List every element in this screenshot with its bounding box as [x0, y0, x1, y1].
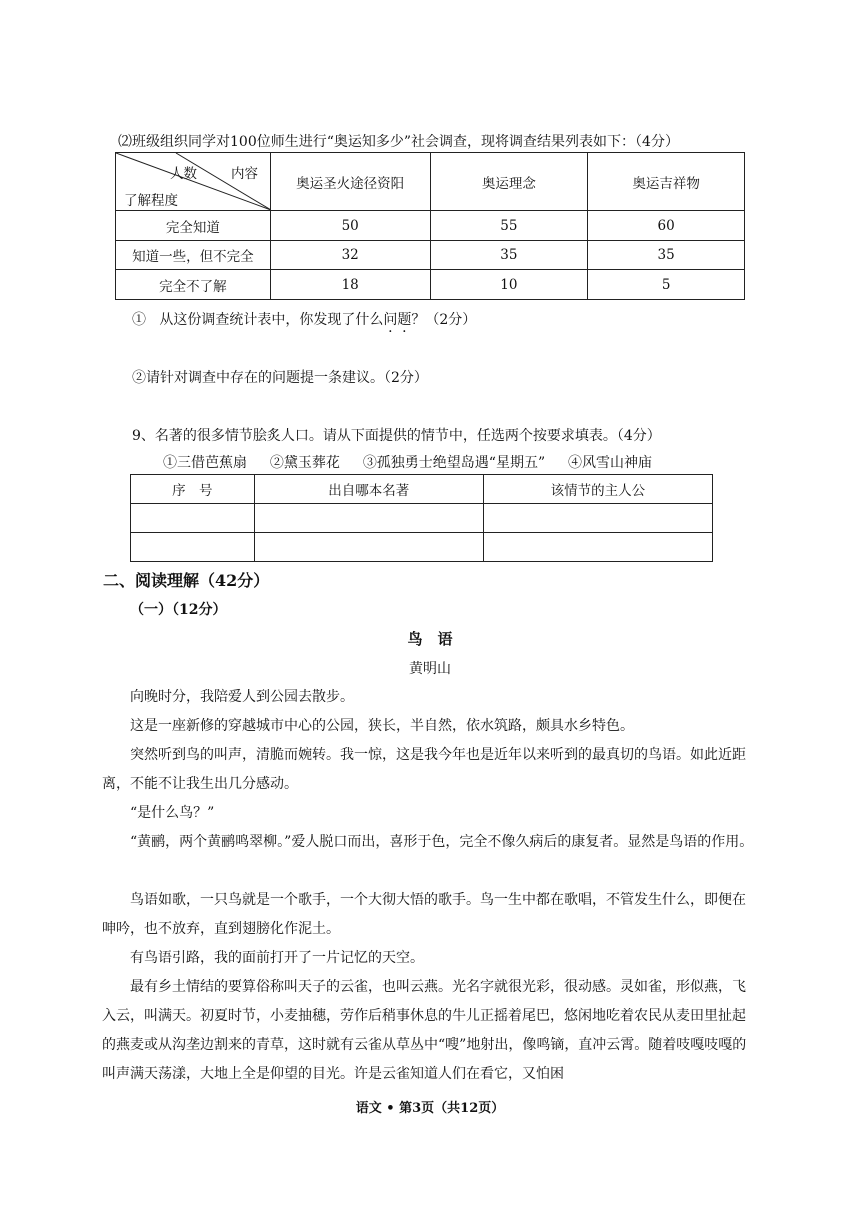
reading-table — [130, 474, 713, 562]
row-label: 完全不了解 — [116, 270, 271, 300]
option-item: ①三借芭蕉扇 — [163, 455, 247, 471]
option-item: ③孤独勇士绝望岛遇“星期五” — [362, 455, 546, 471]
answer-cell[interactable] — [131, 504, 255, 533]
row-label: 知道一些，但不完全 — [116, 241, 271, 270]
table-row — [116, 241, 745, 270]
option-item: ④风雪山神庙 — [568, 455, 653, 471]
table-cell: 10 — [430, 270, 588, 300]
sub1-number: ① — [132, 312, 146, 328]
sub1-text-b: ？（2分） — [411, 312, 477, 328]
emphasis-char: 题 — [397, 312, 412, 328]
table-cell: 35 — [588, 241, 745, 270]
section-title: 二、阅读理解（42分） — [103, 571, 270, 590]
table-cell: 50 — [270, 211, 430, 241]
q8-2-sub2: ②请针对调查中存在的问题提一条建议。（2分） — [132, 370, 428, 386]
q9-prompt: 9、名著的很多情节脍炙人口。请从下面提供的情节中，任选两个按要求填表。（4分） — [132, 428, 661, 444]
answer-cell[interactable] — [254, 533, 483, 562]
column-header: 序 号 — [131, 475, 255, 504]
column-header: 奥运圣火途径资阳 — [270, 153, 430, 211]
article-paragraph: 有鸟语引路，我的面前打开了一片记忆的天空。 — [130, 950, 424, 966]
page-footer: 语文 • 第3页（共12页） — [355, 1101, 505, 1116]
column-header: 奥运吉祥物 — [588, 153, 745, 211]
header-content: 内容 — [231, 166, 258, 182]
article-paragraph: 突然听到鸟的叫声，清脆而婉转。我一惊，这是我今年也是近年以来听到的最真切的鸟语。如此近距离，不能不让我生出几分感动。 — [102, 747, 746, 792]
table-cell: 32 — [270, 241, 430, 270]
table-row — [131, 533, 713, 562]
q9-options — [163, 452, 652, 472]
survey-table — [115, 152, 745, 300]
article-paragraph: 最有乡土情结的要算俗称叫天子的云雀，也叫云燕。光名字就很光彩，很动感。灵如雀，形似燕，飞入云，叫满天。初夏时节，小麦抽穗，劳作后稍事休息的牛儿正摇着尾巴，悠闲地吃着农民从麦田里扯起的燕麦或从沟垄边割来的青草，这时就有云雀从草丛中“嗖”地射出，像鸣镝，直冲云霄。随着吱嘎吱嘎的叫声满天荡漾，大地上全是仰望的目光。许是云雀知道人们在看它，又怕困 — [102, 979, 747, 1082]
answer-cell[interactable] — [131, 533, 255, 562]
column-header: 出自哪本名著 — [254, 475, 483, 504]
column-header: 奥运理念 — [430, 153, 588, 211]
column-header: 该情节的主人公 — [483, 475, 712, 504]
part-title: （一）（12分） — [130, 602, 227, 618]
table-cell: 18 — [270, 270, 430, 300]
article-title: 鸟 语 — [407, 630, 453, 648]
q8-2-prompt: ⑵班级组织同学对100位师生进行“奥运知多少”社会调查，现将调查结果列表如下：（4分） — [118, 134, 679, 150]
article-paragraph: 鸟语如歌，一只鸟就是一个歌手，一个大彻大悟的歌手。鸟一生中都在歌唱，不管发生什么，即便在呻吟，也不放弃，直到翅膀化作泥土。 — [102, 892, 746, 937]
answer-cell[interactable] — [483, 504, 712, 533]
table-row — [116, 211, 745, 241]
article-paragraph: “是什么鸟？” — [130, 805, 215, 821]
table-cell: 5 — [588, 270, 745, 300]
table-cell: 35 — [430, 241, 588, 270]
article-paragraph: 这是一座新修的穿越城市中心的公园，狭长，半自然，依水筑路，颇具水乡特色。 — [130, 718, 634, 734]
article-paragraph: “黄鹂，两个黄鹂鸣翠柳。”爱人脱口而出，喜形于色，完全不像久病后的康复者。显然是鸟语的作用。 — [130, 834, 754, 850]
table-cell: 55 — [430, 211, 588, 241]
table-row — [131, 504, 713, 533]
header-count: 人数 — [170, 166, 197, 182]
header-level: 了解程度 — [124, 193, 178, 209]
row-label: 完全知道 — [116, 211, 271, 241]
sub1-text-a: 从这份调查统计表中，你发现了什么 — [159, 312, 384, 328]
table-cell: 60 — [588, 211, 745, 241]
article-author: 黄明山 — [409, 661, 451, 677]
answer-cell[interactable] — [483, 533, 712, 562]
diagonal-header-cell — [116, 153, 271, 211]
table-row — [116, 270, 745, 300]
emphasis-char: 问 — [383, 312, 398, 328]
answer-cell[interactable] — [254, 504, 483, 533]
option-item: ②黛玉葬花 — [269, 455, 340, 471]
article-paragraph: 向晚时分，我陪爱人到公园去散步。 — [130, 689, 354, 705]
q8-2-sub1 — [132, 309, 476, 329]
